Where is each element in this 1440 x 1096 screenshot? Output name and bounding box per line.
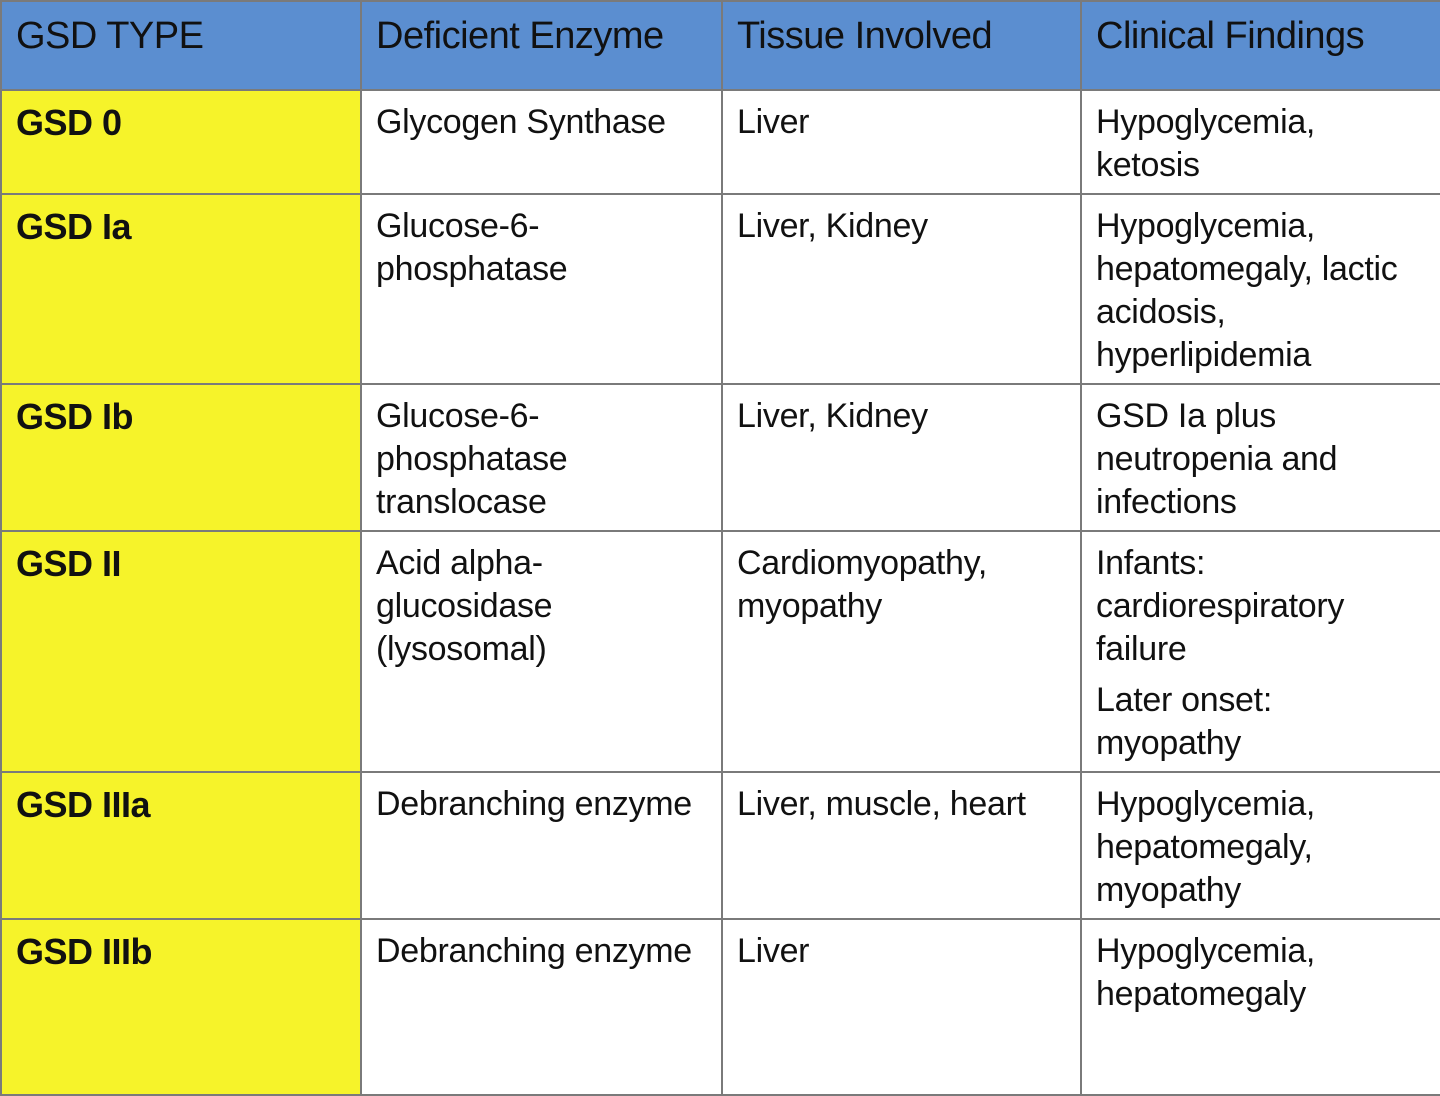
header-tissue-involved: Tissue Involved bbox=[722, 1, 1081, 90]
gsd-type-cell: GSD Ia bbox=[1, 194, 361, 384]
tissue-cell: Liver bbox=[722, 90, 1081, 194]
enzyme-cell: Glucose-6-phosphatase translocase bbox=[361, 384, 722, 531]
gsd-type-cell: GSD II bbox=[1, 531, 361, 772]
gsd-type-cell: GSD Ib bbox=[1, 384, 361, 531]
enzyme-cell: Acid alpha-glucosidase (lysosomal) bbox=[361, 531, 722, 772]
tissue-cell: Cardiomyopathy, myopathy bbox=[722, 531, 1081, 772]
table-row bbox=[1, 194, 1440, 384]
finding-text: Hypoglycemia, hepatomegaly, lactic acidosis, hyperlipidemia bbox=[1096, 207, 1398, 374]
gsd-type-cell: GSD IIIa bbox=[1, 772, 361, 919]
table-header bbox=[1, 1, 1440, 90]
header-row bbox=[1, 1, 1440, 90]
findings-cell bbox=[1081, 531, 1440, 772]
table-row bbox=[1, 772, 1440, 919]
finding-text-later-onset: Later onset: myopathy bbox=[1096, 681, 1272, 762]
finding-text: Hypoglycemia, hepatomegaly, myopathy bbox=[1096, 785, 1316, 909]
tissue-cell: Liver, Kidney bbox=[722, 194, 1081, 384]
enzyme-cell: Glycogen Synthase bbox=[361, 90, 722, 194]
tissue-cell: Liver, muscle, heart bbox=[722, 772, 1081, 919]
findings-cell bbox=[1081, 772, 1440, 919]
enzyme-cell: Debranching enzyme bbox=[361, 772, 722, 919]
table-row bbox=[1, 90, 1440, 194]
header-deficient-enzyme: Deficient Enzyme bbox=[361, 1, 722, 90]
findings-cell bbox=[1081, 194, 1440, 384]
findings-cell bbox=[1081, 384, 1440, 531]
finding-text: GSD Ia plus neutropenia and infections bbox=[1096, 397, 1338, 521]
header-clinical-findings: Clinical Findings bbox=[1081, 1, 1440, 90]
enzyme-cell: Debranching enzyme bbox=[361, 919, 722, 1095]
tissue-cell: Liver, Kidney bbox=[722, 384, 1081, 531]
findings-cell bbox=[1081, 90, 1440, 194]
finding-text-infants: Infants: cardiorespiratory failure bbox=[1096, 544, 1345, 668]
enzyme-cell: Glucose-6-phosphatase bbox=[361, 194, 722, 384]
gsd-type-cell: GSD IIIb bbox=[1, 919, 361, 1095]
table-row bbox=[1, 919, 1440, 1095]
finding-text: Hypoglycemia, ketosis bbox=[1096, 103, 1316, 184]
table-row bbox=[1, 384, 1440, 531]
tissue-cell: Liver bbox=[722, 919, 1081, 1095]
findings-cell bbox=[1081, 919, 1440, 1095]
header-gsd-type: GSD TYPE bbox=[1, 1, 361, 90]
table-row bbox=[1, 531, 1440, 772]
table-body bbox=[1, 90, 1440, 1095]
gsd-type-cell: GSD 0 bbox=[1, 90, 361, 194]
finding-text: Hypoglycemia, hepatomegaly bbox=[1096, 932, 1316, 1013]
